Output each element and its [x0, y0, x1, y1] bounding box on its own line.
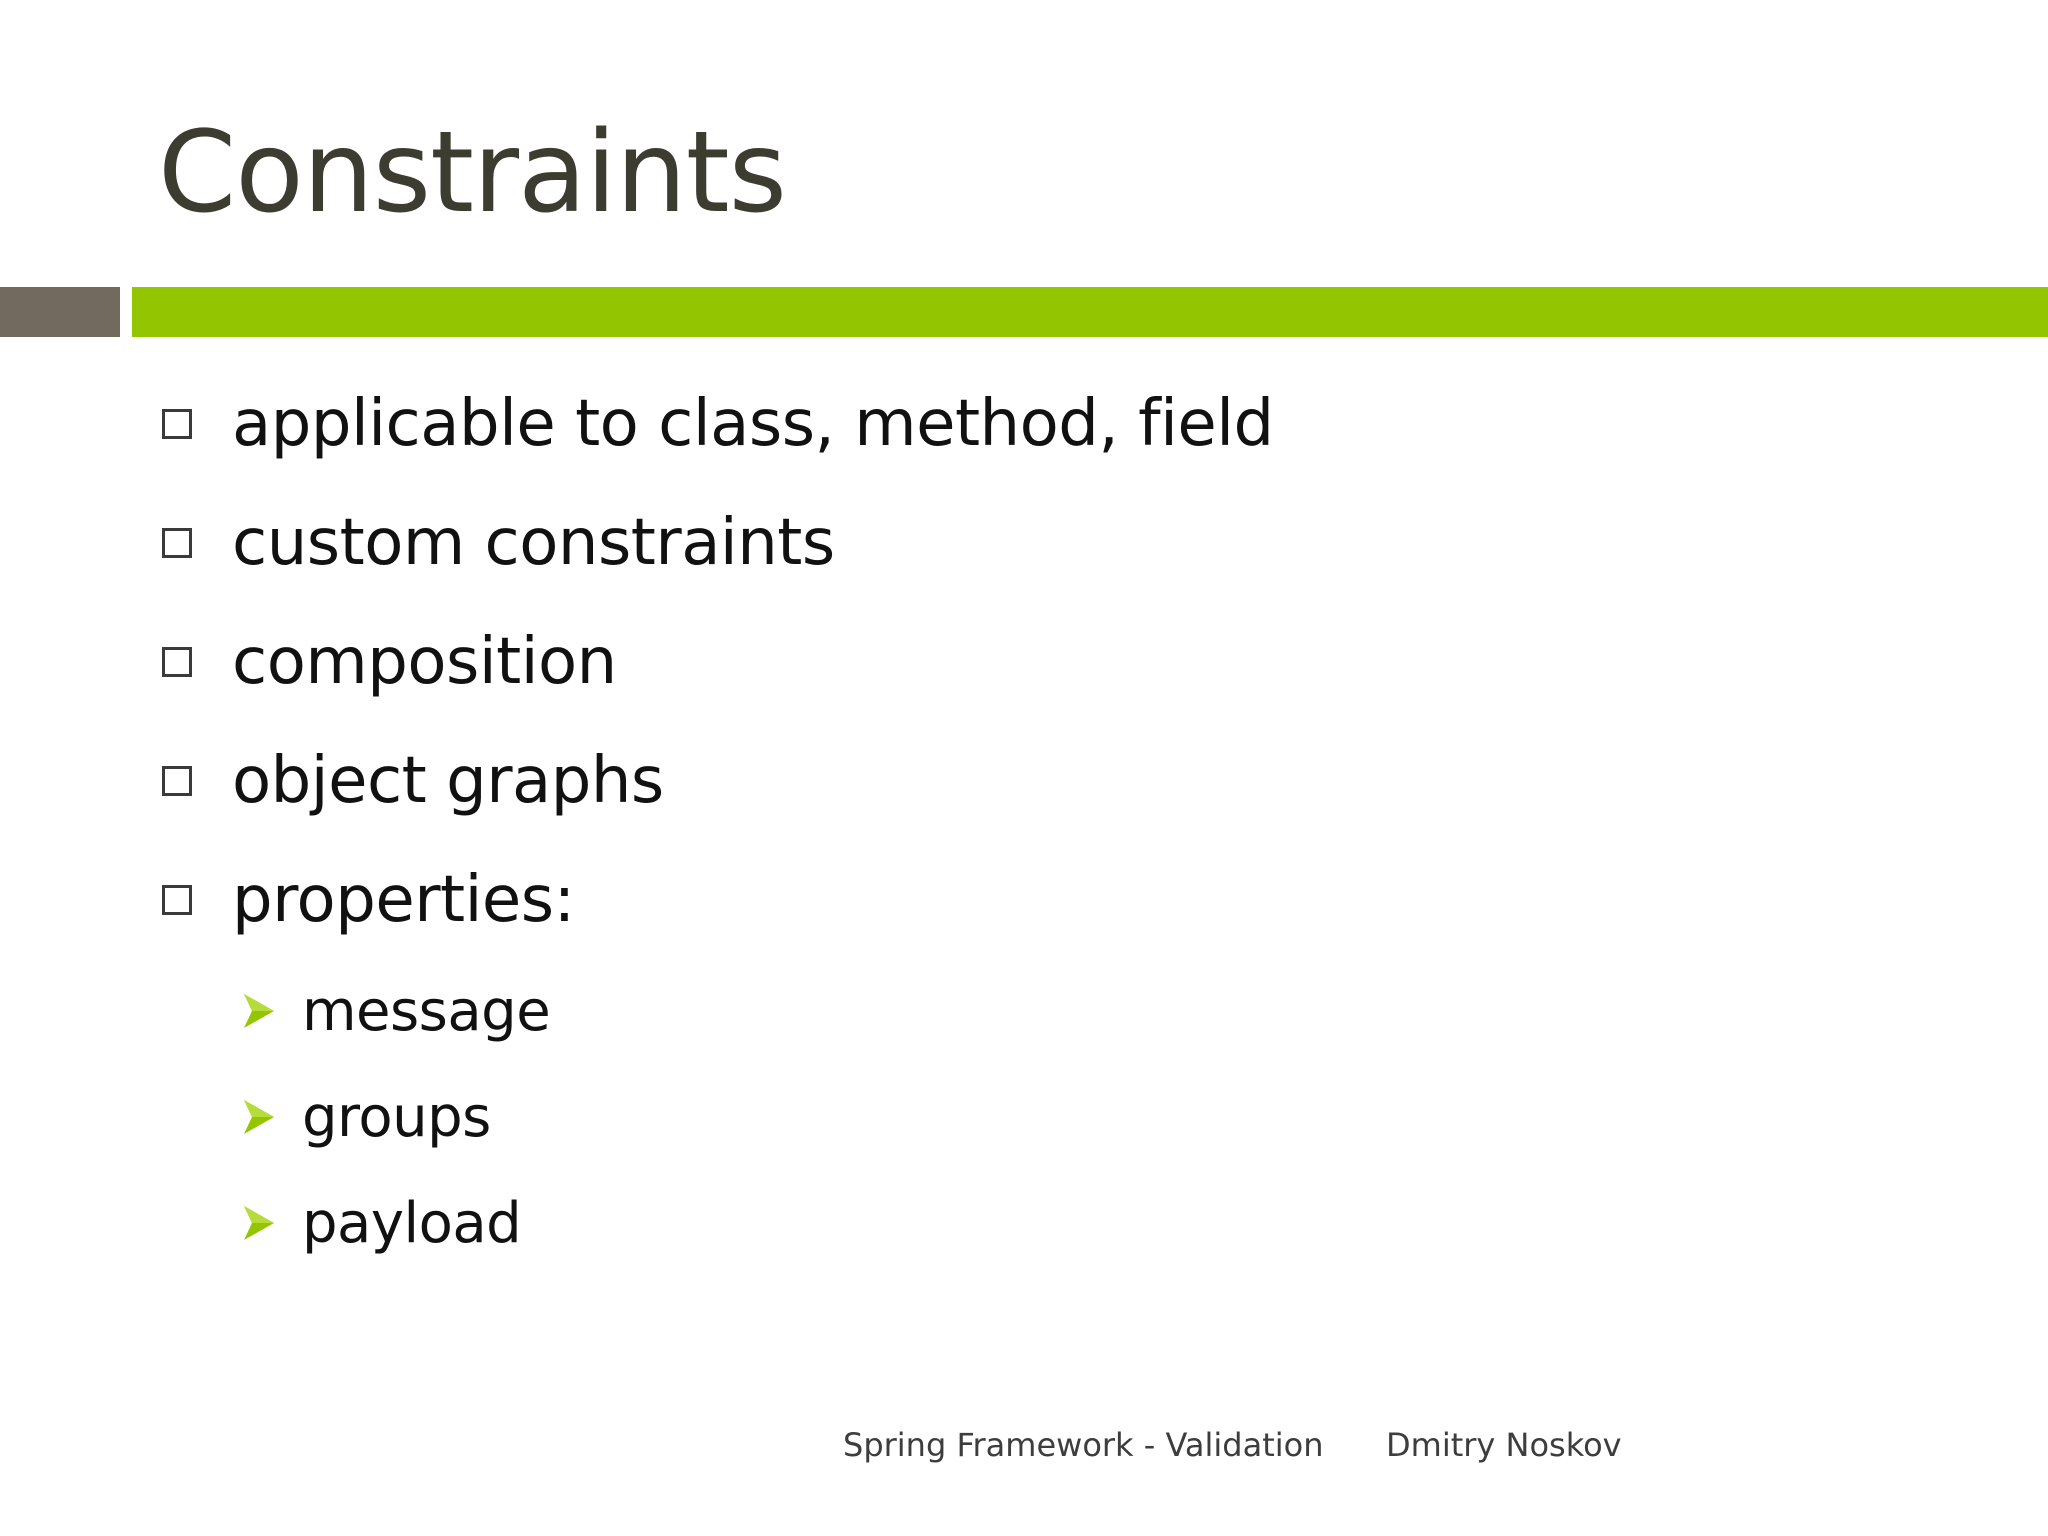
- slide-title: Constraints: [158, 108, 787, 238]
- sub-bullet-item: [242, 1072, 491, 1162]
- sub-bullet-text: groups: [302, 1084, 491, 1150]
- square-bullet-icon: [162, 647, 192, 677]
- sub-bullet-text: message: [302, 978, 551, 1044]
- accent-bar-green: [132, 287, 2048, 337]
- arrow-right-icon: [242, 1098, 276, 1136]
- footer-title: Spring Framework - Validation: [843, 1426, 1324, 1464]
- sub-bullet-text: payload: [302, 1190, 522, 1256]
- bullet-item: [162, 612, 617, 712]
- bullet-text: properties:: [232, 863, 575, 937]
- accent-bar-gray: [0, 287, 120, 337]
- footer-author: Dmitry Noskov: [1386, 1426, 1622, 1464]
- bullet-text: applicable to class, method, field: [232, 387, 1274, 461]
- bullet-item: [162, 493, 835, 593]
- bullet-text: object graphs: [232, 744, 664, 818]
- square-bullet-icon: [162, 409, 192, 439]
- bullet-item: [162, 374, 1274, 474]
- sub-bullet-item: [242, 966, 550, 1056]
- bullet-item: [162, 850, 575, 950]
- sub-bullet-item: [242, 1178, 521, 1268]
- bullet-text: composition: [232, 625, 617, 699]
- square-bullet-icon: [162, 766, 192, 796]
- bullet-item: [162, 731, 664, 831]
- square-bullet-icon: [162, 528, 192, 558]
- arrow-right-icon: [242, 1204, 276, 1242]
- bullet-text: custom constraints: [232, 506, 835, 580]
- square-bullet-icon: [162, 885, 192, 915]
- arrow-right-icon: [242, 992, 276, 1030]
